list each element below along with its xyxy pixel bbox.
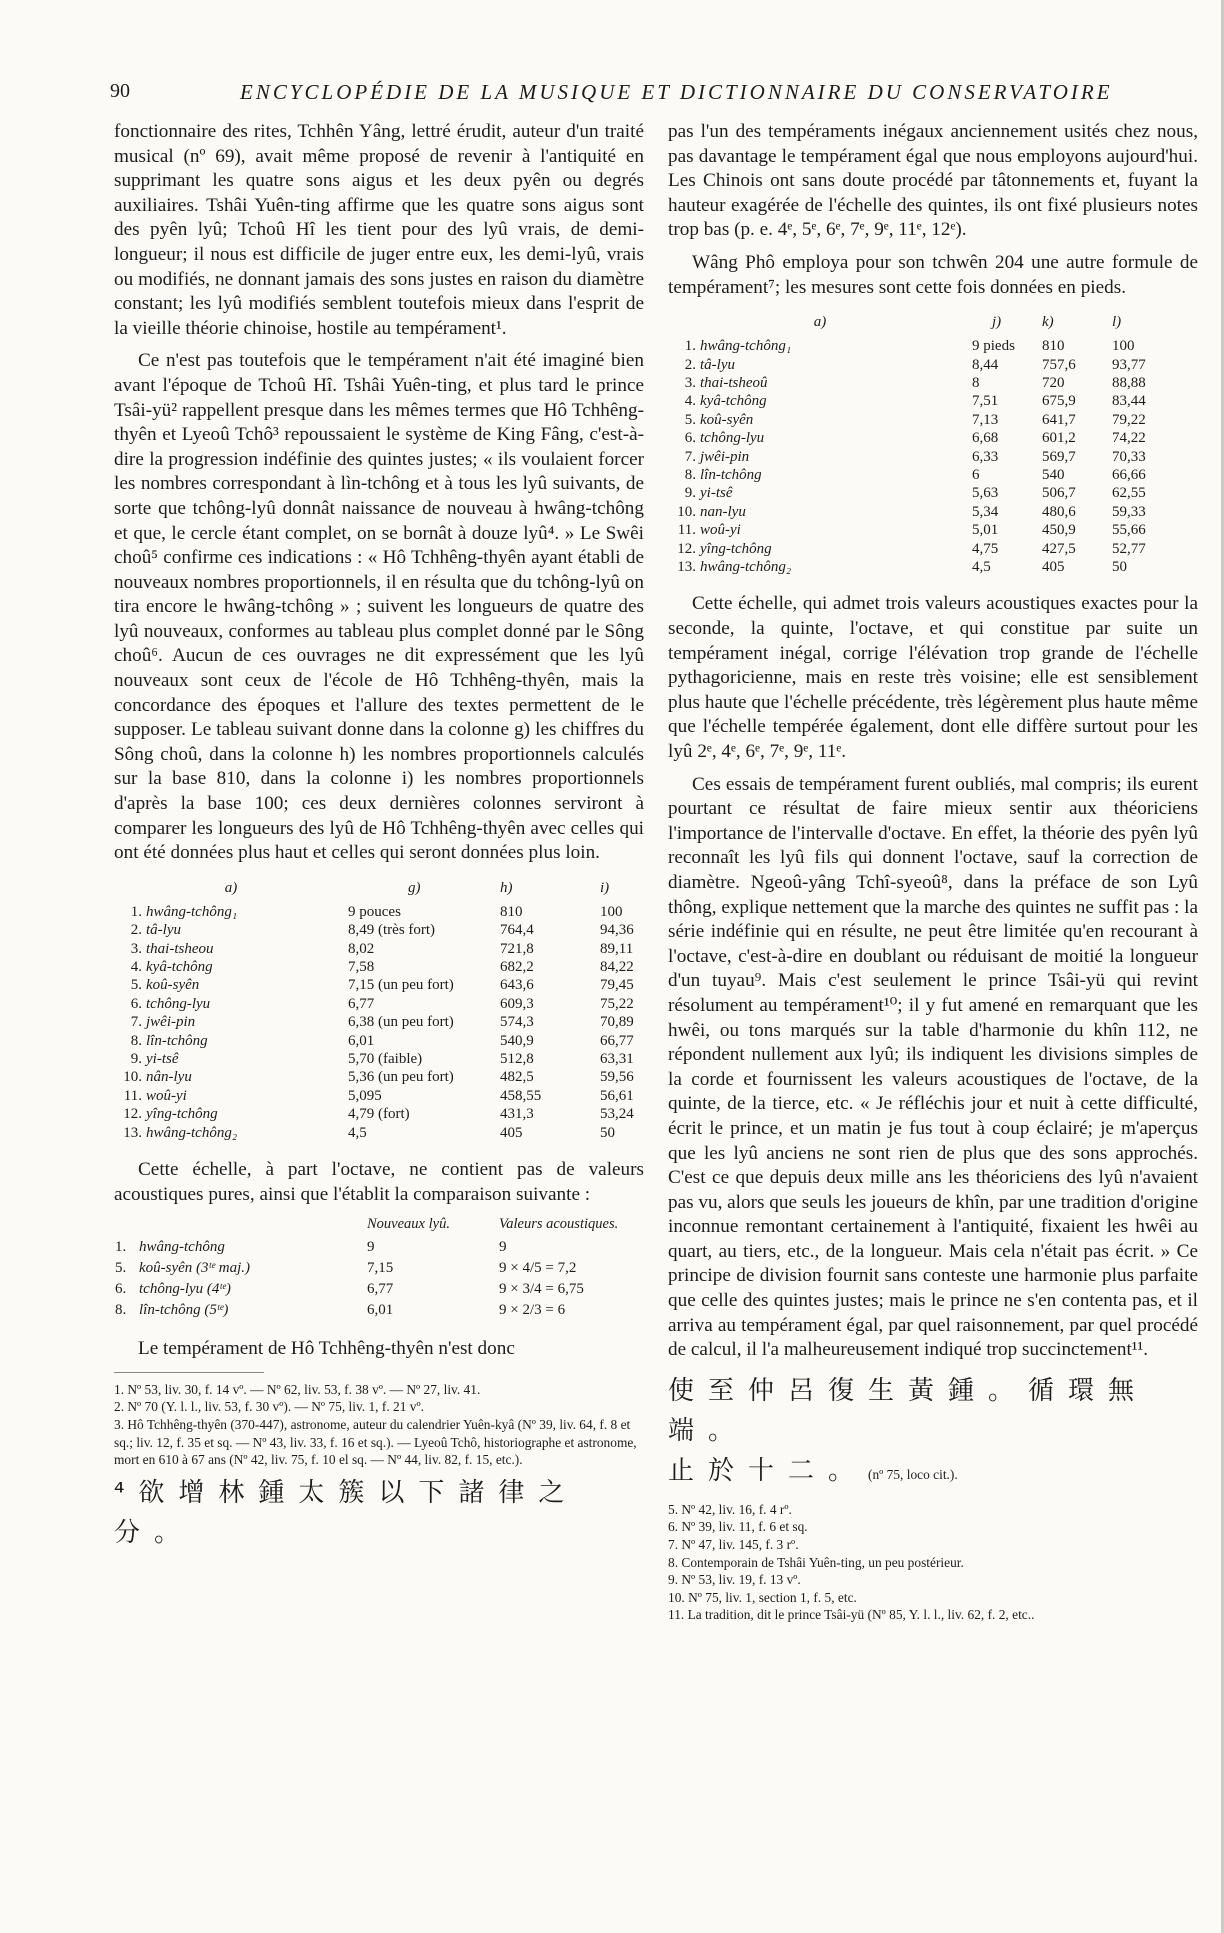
table-row (114, 1032, 644, 1050)
table-row (114, 1237, 644, 1258)
table-cell: kyâ-tchông (700, 393, 767, 410)
table-cell: 11. (123, 1087, 142, 1104)
table-row (668, 429, 1198, 447)
table-cell: 480,6 (1042, 503, 1076, 520)
table-cell (114, 1300, 366, 1321)
paragraph: Ces essais de tempérament furent oubliés, mal compris; ils eurent pourtant ce résultat de faire mieux sentir aux théoriciens l'importance de l'intervalle d'octave. En effet, la théorie des pyên lyû reconnaît les lyû fils qui donnent l'octave, sauf la correction de diamètre. Ngeoû-yâng Tchî-syeoû⁸, dans la préface de son Lyû thông, explique nettement que la marche des quintes ne suffit pas : la série indéfinie qui en résulte, ne peut être limitée qu'en recourant à l'octave, c'est-à-dire en doublant ou réduisant de moitié la longueur d'un tuyau⁹. Mais c'est seulement le prince Tsâi-yü qui revint résolument au tempérament¹⁰; il y fut amené en remarquant que les hwêi, ou tons marqués sur la table d'harmonie du khîn 112, ne répondent nullement aux lyû; ils indiquent les divisions simples de la corde et fournissent les valeurs acoustiques de l'octave, de la quinte, de la tierce, etc. « Je réfléchis jour et nuit à cette difficulté, écrit le prince, et un matin je fus tout à coup éclairé; je m'aperçus que les lyû anciens ne sont rien de plus que des sons approchés. C'est ce que depuis deux mille ans les théoriciens des lyû n'avaient pas vu, alors que seuls les joueurs de khîn, par une tradition d'origine inconnue remontant certainement à l'antiquité, fixaient les hwêi au quart, au tiers, etc., de la longueur. Mais cela n'était pas écrit. » Ce principe de division fournit sans conteste une harmonie plus parfaite que celle des quintes justes; mais le prince ne s'en contenta pas, et il arriva au tempérament égal, par quel raisonnement, par quel procédé de calcul, il l'a malheureusement indiqué trop succinctement¹¹. (668, 773, 1198, 1361)
table-cell: woû-yi (146, 1087, 187, 1104)
table-cell: 764,4 (500, 922, 534, 939)
table-cell: 458,55 (500, 1087, 542, 1104)
table-row (114, 903, 644, 921)
table-row (668, 540, 1198, 558)
table-cell: 9 × 3/4 = 6,75 (499, 1281, 584, 1298)
table-row (114, 1105, 644, 1123)
table-cell: tâ-lyu (146, 922, 181, 939)
table-cell: 6. (684, 430, 696, 447)
chinese-quotation: 使至仲呂復生黃鍾。循環無端。 (668, 1375, 1149, 1446)
table-cell: 79,45 (600, 977, 634, 994)
table-cell: 574,3 (500, 1014, 534, 1031)
table-cell: hwâng-tchông₁ (700, 338, 792, 355)
table-cell: 13. (123, 1124, 142, 1141)
table-cell: 6,77 (367, 1281, 394, 1298)
paragraph: fonctionnaire des rites, Tchhên Yâng, lettré érudit, auteur d'un traité musical (nº 69), avait même proposé de revenir à l'antiquité en supprimant les quatre sons aigus et les deux pyên ou degrés auxiliaires. Tshâi Yuên-ting affirme que les quatre sons aigus sont des pyên lyû; Tchoû Hî les tient pour des lyû vrais, de demi-longueur; il nous est difficile de juger entre eux, les demi-lyû, vrais ou modifiés, ne donnant jamais des sons justes en raison du diamètre constant; les lyû modifiés semblent toutefois mieux dans l'esprit de la vieille théorie chinoise, hostile au tempérament¹. (114, 121, 644, 339)
table-row (114, 1279, 644, 1300)
table-row (668, 356, 1198, 374)
table-cell: 94,36 (600, 922, 634, 939)
table-cell: 6 (972, 467, 980, 483)
table-row (114, 1087, 644, 1105)
table-cell: 66,66 (1112, 467, 1146, 483)
table-row (114, 940, 644, 958)
table-cell: 6,01 (367, 1302, 394, 1319)
table-cell: kyâ-tchông (146, 959, 213, 976)
table-row (114, 1300, 644, 1321)
table-cell: 8,49 (très fort) (348, 922, 436, 939)
table-cell: 4,79 (fort) (348, 1106, 410, 1123)
table-cell: 9 pieds (972, 338, 1015, 355)
comparison-table (114, 1215, 644, 1321)
table-cell: 12. (677, 540, 696, 557)
table-row (668, 392, 1198, 410)
table-cell: 6,68 (972, 430, 999, 447)
table-cell: hwâng-tchông₂ (146, 1124, 238, 1141)
column-header: a) (224, 879, 238, 896)
table-cell (114, 1258, 366, 1279)
table-cell: 53,24 (600, 1106, 634, 1123)
footnote: 8. Contemporain de Tshâi Yuên-ting, un peu postérieur. (668, 1554, 964, 1570)
footnote-rule (114, 1372, 264, 1373)
table-cell: 5,70 (faible) (348, 1051, 423, 1068)
running-title: ENCYCLOPÉDIE DE LA MUSIQUE ET DICTIONNAIRE DU CONSERVATOIRE (240, 80, 1113, 104)
table-cell: 5,34 (972, 503, 999, 520)
table-cell: 9. (130, 1051, 142, 1068)
table-cell: 8. (115, 1302, 127, 1319)
table-cell: hwâng-tchông (139, 1239, 225, 1256)
table-cell: 8,02 (348, 940, 375, 957)
table-cell: hwâng-tchông₁ (146, 903, 238, 920)
table-cell: nan-lyu (700, 503, 746, 520)
table-cell: 4,5 (348, 1124, 367, 1141)
table-cell: 9 × 2/3 = 6 (499, 1302, 566, 1319)
table-cell: 1. (684, 338, 696, 355)
table-cell: yi-tsê (146, 1051, 179, 1068)
table-cell: 6,38 (un peu fort) (348, 1014, 454, 1031)
table-row (114, 1050, 644, 1068)
table-cell: 721,8 (500, 940, 534, 957)
page-number: 90 (110, 80, 130, 102)
table-cell: 1. (115, 1239, 127, 1256)
footnote: 7. Nº 47, liv. 145, f. 3 rº. (668, 1537, 799, 1553)
table-cell (114, 1237, 366, 1258)
footnote: 2. Nº 70 (Y. l. l., liv. 53, f. 30 vº). — Nº 75, liv. 1, f. 21 vº. (114, 1399, 424, 1415)
table-cell: 601,2 (1042, 430, 1076, 447)
table-cell: 59,33 (1112, 503, 1146, 520)
table-cell: 5. (130, 977, 142, 994)
table-row (668, 374, 1198, 392)
column-header: Valeurs acoustiques. (499, 1216, 619, 1233)
page-header (110, 80, 1180, 110)
table-cell: 641,7 (1042, 411, 1076, 428)
table-cell: 7. (684, 448, 696, 465)
right-column (668, 120, 1198, 1624)
table-cell: koû-syên (700, 411, 754, 428)
table-cell: 2. (684, 356, 696, 373)
footnote: 9. Nº 53, liv. 19, f. 13 vº. (668, 1572, 801, 1588)
table-cell: yi-tsê (700, 485, 733, 502)
table-row (668, 521, 1198, 539)
table-cell: 7,58 (348, 959, 375, 976)
table-cell: koû-syên (146, 977, 200, 994)
table-cell: 512,8 (500, 1051, 534, 1068)
table-cell: thai-tsheou (146, 940, 214, 957)
table-cell: 59,56 (600, 1069, 634, 1086)
column-header: h) (500, 879, 513, 896)
table-cell: 431,3 (500, 1106, 534, 1123)
table-cell: 63,31 (600, 1051, 634, 1068)
table-row (114, 995, 644, 1013)
table-cell: 2. (130, 922, 142, 939)
table-cell: hwâng-tchông₂ (700, 559, 792, 576)
table-cell: 83,44 (1112, 393, 1146, 410)
table-cell: 643,6 (500, 977, 534, 994)
table-cell: 450,9 (1042, 522, 1076, 539)
paragraph: Wâng Phô employa pour son tchwên 204 une autre formule de tempérament⁷; les mesures sont cette fois données en pieds. (668, 251, 1198, 298)
table-cell: 50 (600, 1124, 615, 1141)
table-cell: 5,01 (972, 522, 999, 539)
table-cell: 540,9 (500, 1032, 534, 1049)
table-cell: 5. (684, 411, 696, 428)
column-header: l) (1112, 314, 1122, 331)
table-cell: 5,095 (348, 1087, 382, 1104)
table-row (114, 921, 644, 939)
table-cell: 13. (677, 559, 696, 576)
table-row (668, 558, 1198, 576)
footnote: 1. Nº 53, liv. 30, f. 14 vº. — Nº 62, liv. 53, f. 38 vº. — Nº 27, liv. 41. (114, 1381, 481, 1397)
table-cell: 89,11 (600, 940, 634, 957)
table-cell: 8. (130, 1032, 142, 1049)
table-cell: 8. (684, 467, 696, 483)
table-cell: 7,13 (972, 411, 999, 428)
table-cell: 9 (367, 1239, 375, 1256)
table-cell: 8 (972, 374, 980, 391)
table-row (114, 958, 644, 976)
column-header: j) (992, 314, 1002, 331)
quotation-reference: (nº 75, loco cit.). (868, 1466, 958, 1482)
table-cell: 5,63 (972, 485, 999, 502)
table-cell: 540 (1042, 467, 1065, 483)
table-cell: 56,61 (600, 1087, 634, 1104)
table-cell: 4. (130, 959, 142, 976)
table-cell: 9 (499, 1239, 507, 1256)
table-cell: lîn-tchông (146, 1032, 208, 1049)
table-cell: 50 (1112, 559, 1127, 576)
table-cell: tchông-lyu (700, 430, 765, 447)
lyu-table-wang-pho (668, 314, 1198, 576)
table-cell: 757,6 (1042, 356, 1076, 373)
table-cell: 5,36 (un peu fort) (348, 1069, 454, 1086)
table-cell: 9. (684, 485, 696, 502)
table-cell: 55,66 (1112, 522, 1146, 539)
table-cell: 3. (684, 374, 696, 391)
table-cell: 52,77 (1112, 540, 1146, 557)
footnote: 6. Nº 39, liv. 11, f. 6 et sq. (668, 1519, 808, 1535)
table-cell: 6. (115, 1281, 127, 1298)
table-row (668, 466, 1198, 484)
table-cell: 6,77 (348, 995, 375, 1012)
table-cell: 11. (677, 522, 696, 539)
table-cell: tâ-lyu (700, 356, 735, 373)
table-cell: woû-yi (700, 522, 741, 539)
table-cell: 8,44 (972, 356, 999, 373)
table-row (114, 1258, 644, 1279)
table-cell: 810 (1042, 338, 1065, 355)
table-cell: 79,22 (1112, 411, 1146, 428)
table-cell: 4. (684, 393, 696, 410)
paragraph: pas l'un des tempéraments inégaux anciennement usités chez nous, pas davantage le tempérament égal que nous employons aujourd'hui. Les Chinois ont sans doute procédé par tâtonnements et, fuyant la hauteur exagérée de l'échelle des quintes, ils ont fixé plusieurs notes trop bas (p. e. 4ᵉ, 5ᵉ, 6ᵉ, 7ᵉ, 9ᵉ, 11ᵉ, 12ᵉ). (668, 121, 1198, 241)
paragraph: Cette échelle, à part l'octave, ne contient pas de valeurs acoustiques pures, ainsi que l'établit la comparaison suivante : (114, 1159, 644, 1205)
table-row (668, 448, 1198, 466)
table-cell: 675,9 (1042, 393, 1076, 410)
table-cell: 12. (123, 1106, 142, 1123)
table-cell: yîng-tchông (700, 540, 772, 557)
table-cell: 7,15 (un peu fort) (348, 977, 454, 994)
table-cell: 3. (130, 940, 142, 957)
table-cell: 6,33 (972, 448, 999, 465)
table-cell: 10. (677, 503, 696, 520)
footnote: 10. Nº 75, liv. 1, section 1, f. 5, etc. (668, 1589, 857, 1605)
table-cell: 506,7 (1042, 485, 1076, 502)
table-cell: 609,3 (500, 995, 534, 1012)
table-cell: lîn-tchông (5ᵗᵉ) (139, 1302, 229, 1319)
table-cell: 88,88 (1112, 374, 1146, 391)
table-row (114, 976, 644, 994)
table-cell: jwêi-pin (146, 1014, 196, 1031)
table-cell: koû-syên (3ᵗᵉ maj.) (139, 1260, 250, 1277)
left-column (114, 120, 644, 1559)
table-cell: 7. (130, 1014, 142, 1031)
table-cell: 9 pouces (348, 903, 401, 920)
table-cell: thai-tsheoû (700, 374, 768, 391)
paragraph: Cette échelle, qui admet trois valeurs acoustiques exactes pour la seconde, la quinte, l'octave, et qui constitue par suite un tempérament inégal, corrige l'élévation trop grande de l'échelle pythagoricienne, mais en reste très voisine; elle est sensiblement plus haute que l'échelle précédente, très légèrement plus haute même que l'échelle tempérée également, dont elle diffère surtout pour les lyû 2ᵉ, 4ᵉ, 6ᵉ, 7ᵉ, 9ᵉ, 11ᵉ. (668, 593, 1198, 762)
table-row (668, 411, 1198, 429)
table-cell: 1. (130, 903, 142, 920)
table-row (668, 503, 1198, 521)
table-cell: 427,5 (1042, 540, 1076, 557)
table-cell: 4,5 (972, 559, 991, 576)
table-cell: 6,01 (348, 1032, 375, 1049)
table-row (114, 1124, 644, 1142)
table-cell: 405 (1042, 559, 1065, 576)
table-row (114, 1013, 644, 1031)
table-cell: 84,22 (600, 959, 634, 976)
table-cell: 7,51 (972, 393, 999, 410)
table-cell: 405 (500, 1124, 523, 1141)
table-row (668, 337, 1198, 355)
table-cell: 74,22 (1112, 430, 1146, 447)
paragraph: Le tempérament de Hô Tchhêng-thyên n'est donc (138, 1338, 515, 1360)
table-cell: 7,15 (367, 1260, 394, 1277)
table-cell: 4,75 (972, 540, 999, 557)
table-cell: tchông-lyu (146, 995, 211, 1012)
lyu-table-ho-tchheng-thyen (114, 880, 644, 1142)
table-cell: lîn-tchông (700, 467, 762, 483)
column-header: Nouveaux lyû. (367, 1216, 450, 1233)
column-header: a) (813, 314, 827, 331)
footnote: 5. Nº 42, liv. 16, f. 4 rº. (668, 1501, 792, 1517)
table-cell: 75,22 (600, 995, 634, 1012)
table-cell: jwêi-pin (700, 448, 750, 465)
table-cell: 810 (500, 903, 523, 920)
table-cell: 100 (600, 903, 623, 920)
table-cell (114, 1279, 366, 1300)
table-cell: tchông-lyu (4ᵗᵉ) (139, 1281, 231, 1298)
column-header: k) (1042, 314, 1054, 331)
table-row (668, 484, 1198, 502)
chinese-quotation: ⁴欲增林鍾太簇以下諸律之分。 (114, 1477, 579, 1548)
table-cell: nân-lyu (146, 1069, 192, 1086)
table-cell: 100 (1112, 338, 1135, 355)
table-cell: 66,77 (600, 1032, 634, 1049)
table-cell: 9 × 4/5 = 7,2 (499, 1260, 577, 1277)
footnote: 3. Hô Tchhêng-thyên (370-447), astronome, auteur du calendrier Yuên-kyâ (Nº 39, liv. 64, f. 8 et sq.; liv. 12, f. 35 et sq. — Nº 43, liv. 33, f. 16 et sq.). — Lyeoû Tchô, historiographe et astronome, mort en 610 à 67 ans (Nº 42, liv. 75, f. 10 el sq. — Nº 44, liv. 82, f. 15, etc.). (114, 1417, 637, 1468)
table-cell: 682,2 (500, 959, 534, 976)
chinese-quotation: 止於十二。 (668, 1455, 869, 1486)
table-cell: 62,55 (1112, 485, 1146, 502)
column-header: i) (600, 879, 610, 896)
table-cell: 720 (1042, 374, 1065, 391)
table-cell: 5. (115, 1260, 127, 1277)
column-header: g) (408, 879, 421, 896)
table-row (114, 1068, 644, 1086)
table-cell: 70,89 (600, 1014, 634, 1031)
table-cell: yîng-tchông (146, 1106, 218, 1123)
table-cell: 569,7 (1042, 448, 1076, 465)
footnote: 11. La tradition, dit le prince Tsâi-yü (Nº 85, Y. l. l., liv. 62, f. 2, etc.. (668, 1607, 1035, 1623)
table-cell: 482,5 (500, 1069, 534, 1086)
table-cell: 70,33 (1112, 448, 1146, 465)
table-cell: 6. (130, 995, 142, 1012)
paragraph: Ce n'est pas toutefois que le tempérament n'ait été imaginé bien avant l'époque de Tchoû Hî. Tshâi Yuên-ting, et plus tard le prince Tsâi-yü² rappellent presque dans les mêmes termes que Hô Tchhêng-thyên et Lyeoû Tchô³ repoussaient le système de King Fâng, c'est-à-dire la progression indéfinie des quintes justes; « ils voulaient forcer les nombres correspondant à lìn-tchông et à tous les lyû suivants, de sorte que tchông-lyû donnât naissance de nouveau à hwâng-tchông et que, le cercle étant complet, on se bornât à douze lyû⁴. » Le Swêi choû⁵ confirme ces indications : « Hô Tchhêng-thyên ayant établi de nouveaux nombres proportionnels, il en résulta que du tchông-lyû on tira encore le hwâng-tchông » ; suivent les longueurs de quatre des lyû nouveaux, conformes au tableau plus complet donné par le Sông choû⁶. Aucun de ces ouvrages ne dit expressément que les lyû nouveaux sont ceux de l'école de Hô Tchhêng-thyên, mais la concordance des époques et l'allure des textes permettent de le supposer. Le tableau suivant donne dans la colonne g) les chiffres du Sông choû, dans la colonne h) les nombres proportionnels calculés sur la base 810, dans la colonne i) les nombres proportionnels d'après la base 100; ces deux dernières colonnes serviront à comparer les longueurs des lyû de Hô Tchhêng-thyên avec celles qui ont été données plus haut et celles qui seront données plus loin. (114, 350, 644, 864)
table-cell: 93,77 (1112, 356, 1146, 373)
table-cell: 10. (123, 1069, 142, 1086)
